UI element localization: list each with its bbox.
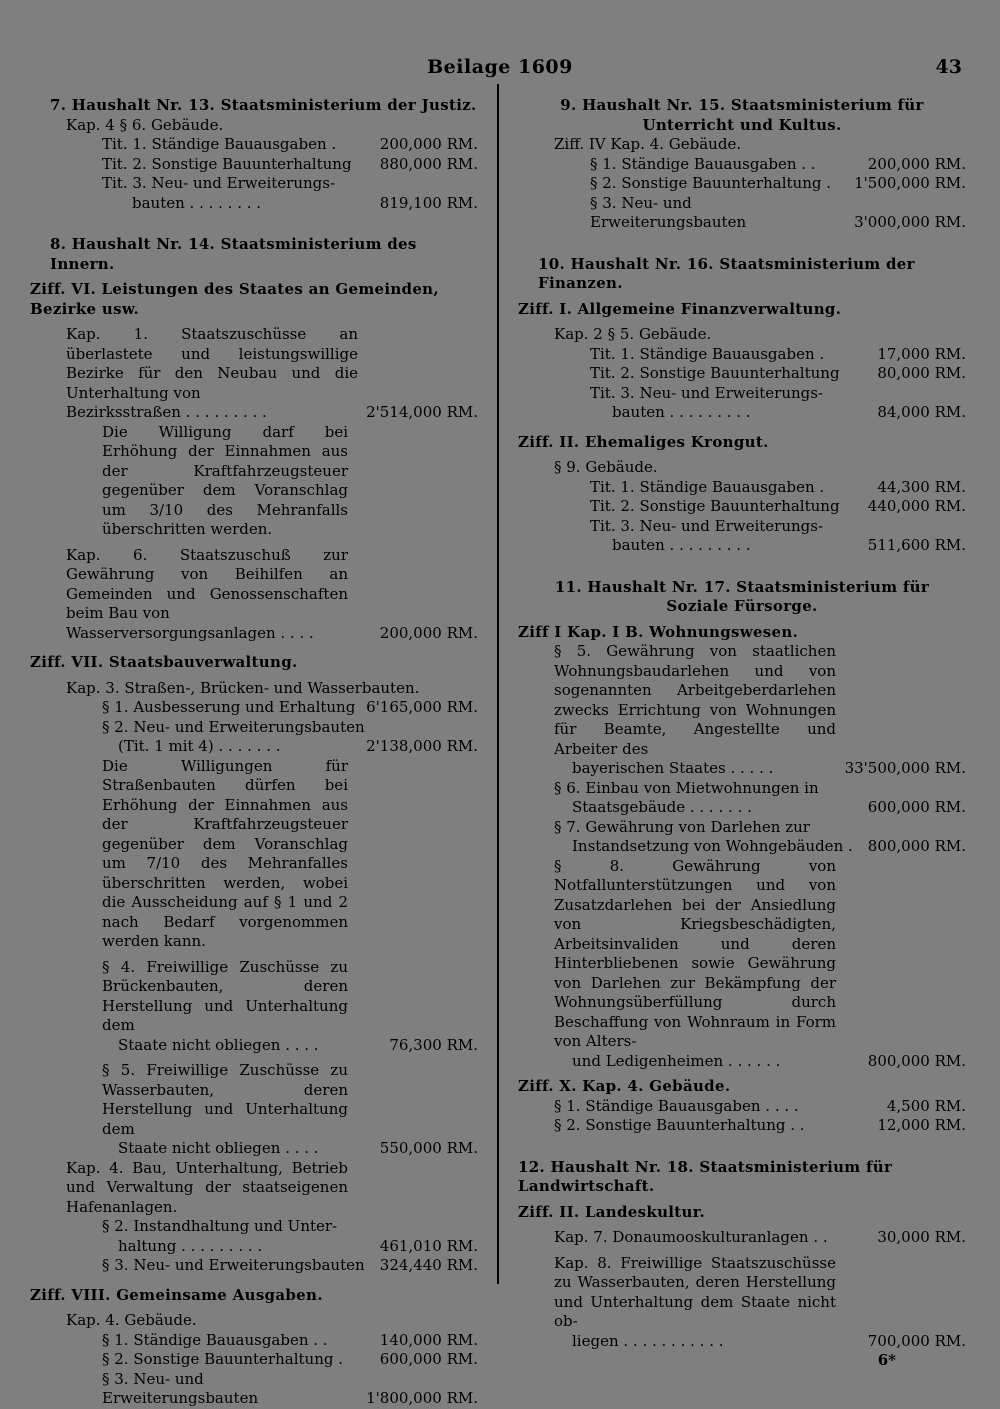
section-title: 8. Haushalt Nr. 14. Staatsministerium des Innern.: [50, 235, 417, 273]
ziffer-heading: Ziff. IV Kap. 4. Gebäude.: [554, 135, 742, 153]
budget-line: [30, 1237, 478, 1257]
budget-line: [30, 1370, 478, 1409]
line-value: 200,000 RM.: [867, 154, 966, 173]
ziffer-heading: Ziff. VIII. Gemeinsame Ausgaben.: [30, 1285, 323, 1304]
budget-line: [30, 1139, 478, 1159]
line-label: § 2. Sonstige Bauunterhaltung .: [102, 1350, 343, 1368]
line-label: Tit. 3. Neu- und Erweiterungs-: [590, 516, 824, 535]
line-label: § 1. Ständige Bauausgaben . .: [590, 154, 816, 173]
section-title: 10. Haushalt Nr. 16. Staatsministerium der Finanzen.: [538, 254, 915, 292]
paragraph-text: § 5. Freiwillige Zuschüsse zu Wasserbauten, deren Herstellung und Unterhaltung dem: [102, 1061, 348, 1138]
budget-line: [518, 1332, 966, 1352]
budget-line: [518, 798, 966, 818]
budget-line: [30, 1331, 478, 1351]
line-value: 324,440 RM.: [379, 1256, 478, 1274]
section-title: 12. Haushalt Nr. 18. Staatsministerium für Landwirtschaft.: [518, 1157, 893, 1195]
column-divider: [497, 84, 499, 1284]
line-value: 600,000 RM.: [379, 1350, 478, 1368]
paragraph-heading: § 9. Gebäude.: [554, 458, 658, 476]
kap-heading: Kap. 2 § 5. Gebäude.: [554, 325, 712, 343]
line-value: 33'500,000 RM.: [844, 759, 966, 777]
section-8: [30, 235, 478, 1409]
section-10: [518, 255, 966, 556]
kap-text: Kap. 8. Freiwillige Staatszuschüsse zu Wasserbauten, deren Herstellung und Unterhaltung dem Staate nicht ob-: [554, 1253, 836, 1330]
line-value: 1'800,000 RM.: [366, 1389, 478, 1407]
ziffer-heading: Ziff. VI. Leistungen des Staates an Gemeinden, Bezirke usw.: [30, 280, 439, 318]
line-label: § 2. Instandhaltung und Unter-: [102, 1217, 338, 1235]
line-value: 44,300 RM.: [877, 477, 966, 496]
section-11: [518, 578, 966, 1136]
paragraph-text: § 5. Gewährung von staatlichen Wohnungsbaudarlehen und von sogenannten Arbeitgeberdarlehen zwecks Errichtung von Wohnungen für Beamte, Angestellte und Arbeiter des: [554, 642, 836, 758]
section-title: 11. Haushalt Nr. 17. Staatsministerium für Soziale Fürsorge.: [554, 577, 930, 615]
budget-line: [518, 1228, 966, 1248]
budget-line: [518, 497, 966, 517]
line-label: Tit. 2. Sonstige Bauunterhaltung: [590, 497, 840, 515]
ziffer-heading: Ziff. VII. Staatsbauverwaltung.: [30, 653, 298, 671]
line-label: Tit. 1. Ständige Bauausgaben .: [590, 477, 825, 496]
line-value: 4,500 RM.: [886, 1096, 966, 1115]
line-label: Wasserversorgungsanlagen . . . .: [66, 623, 314, 642]
line-value: 140,000 RM.: [379, 1330, 478, 1349]
line-label: Tit. 1. Ständige Bauausgaben .: [590, 344, 825, 363]
line-label: § 2. Neu- und Erweiterungsbauten: [102, 717, 365, 736]
line-label: bauten . . . . . . . . .: [612, 536, 751, 554]
kap-text: Kap. 4. Bau, Unterhaltung, Betrieb und Verwaltung der staatseigenen Hafenanlagen.: [66, 1158, 348, 1216]
budget-line: [518, 155, 966, 175]
line-label: Tit. 3. Neu- und Erweiterungs-: [102, 174, 336, 192]
budget-line: [30, 135, 478, 155]
budget-line: [518, 194, 966, 233]
budget-line: [518, 345, 966, 365]
line-label: § 1. Ständige Bauausgaben . .: [102, 1330, 328, 1349]
signature-mark: 6*: [877, 1351, 896, 1369]
page-title: Beilage 1609: [427, 56, 573, 78]
section-7: [30, 96, 478, 213]
left-column: [30, 96, 478, 1409]
budget-line: [518, 759, 966, 779]
line-value: 440,000 RM.: [867, 497, 966, 515]
line-label: § 1. Ausbesserung und Erhaltung: [102, 698, 356, 716]
line-value: 1'500,000 RM.: [854, 174, 966, 192]
line-value: 700,000 RM.: [867, 1331, 966, 1350]
budget-line: [30, 194, 478, 214]
budget-line: [30, 1036, 478, 1056]
line-label: Tit. 2. Sonstige Bauunterhaltung: [590, 364, 840, 382]
line-label: bauten . . . . . . . .: [132, 193, 262, 212]
ziffer-heading: Ziff I Kap. I B. Wohnungswesen.: [518, 622, 799, 641]
line-label: Tit. 2. Sonstige Bauunterhaltung: [102, 154, 352, 173]
line-label: Kap. 7. Donaumooskulturanlagen . .: [554, 1228, 828, 1246]
budget-line: [518, 837, 966, 857]
ziffer-heading: Ziff. II. Landeskultur.: [518, 1202, 706, 1221]
line-label: § 2. Sonstige Bauunterhaltung . .: [554, 1116, 805, 1134]
line-value: 819,100 RM.: [379, 193, 478, 212]
line-value: 880,000 RM.: [379, 154, 478, 173]
line-label: § 3. Neu- und Erweiterungsbauten: [102, 1369, 259, 1407]
line-label: § 3. Neu- und Erweiterungsbauten: [102, 1256, 365, 1274]
line-value: 3'000,000 RM.: [854, 213, 966, 231]
budget-line: [30, 1350, 478, 1370]
budget-line: [30, 698, 478, 718]
line-value: 461,010 RM.: [379, 1236, 478, 1255]
line-label: (Tit. 1 mit 4) . . . . . . .: [118, 737, 281, 755]
ziffer-heading: Ziff. X. Kap. 4. Gebäude.: [518, 1077, 731, 1095]
kap-heading: Kap. 3. Straßen-, Brücken- und Wasserbauten.: [66, 678, 420, 697]
right-column: [518, 96, 966, 1371]
line-value: 17,000 RM.: [877, 344, 966, 363]
ziffer-heading: Ziff. I. Allgemeine Finanzverwaltung.: [518, 299, 842, 318]
line-label: haltung . . . . . . . . .: [118, 1236, 263, 1255]
budget-line: [30, 624, 478, 644]
line-value: 30,000 RM.: [877, 1228, 966, 1246]
kap-heading: Kap. 4. Gebäude.: [66, 1311, 197, 1329]
budget-line: [518, 536, 966, 556]
line-label: § 2. Sonstige Bauunterhaltung .: [590, 174, 831, 192]
line-value: 200,000 RM.: [379, 135, 478, 153]
budget-line: [518, 403, 966, 423]
paragraph-text: § 7. Gewährung von Darlehen zur: [554, 817, 810, 836]
ziffer-heading: Ziff. II. Ehemaliges Krongut.: [518, 432, 769, 451]
paragraph-text: § 4. Freiwillige Zuschüsse zu Brückenbauten, deren Herstellung und Unterhaltung dem: [102, 957, 348, 1034]
line-value: 80,000 RM.: [877, 364, 966, 382]
kap-text: Kap. 6. Staatszuschuß zur Gewährung von Beihilfen an Gemeinden und Genossenschaften beim Bau von: [66, 545, 348, 622]
section-9: [518, 96, 966, 233]
line-label: bauten . . . . . . . . .: [612, 403, 751, 421]
line-value: 84,000 RM.: [877, 403, 966, 421]
line-label: Staate nicht obliegen . . . .: [118, 1139, 319, 1157]
budget-line: [518, 1097, 966, 1117]
line-label: Bezirksstraßen . . . . . . . . .: [66, 403, 267, 421]
line-label: liegen . . . . . . . . . . .: [572, 1331, 724, 1350]
section-title: 7. Haushalt Nr. 13. Staatsministerium der Justiz.: [50, 96, 477, 114]
budget-line: [518, 174, 966, 194]
page-header: [0, 56, 1000, 82]
line-label: Staatsgebäude . . . . . . .: [572, 798, 752, 816]
line-label: § 1. Ständige Bauausgaben . . . .: [554, 1096, 799, 1115]
paragraph-text: § 8. Gewährung von Notfallunterstützungen und von Zusatzdarlehen bei der Ansiedlung von Kriegsbeschädigten, Arbeitsinvaliden und deren Hinterbliebenen sowie Gewährung von Darlehen zur Bekämpfung der Wohnungsüberfüllung durch Beschaffung von Wohnraum in Form von Alters-: [554, 856, 836, 1050]
section-title: 9. Haushalt Nr. 15. Staatsministerium für Unterricht und Kultus.: [560, 96, 924, 134]
note-text: Die Willigung darf bei Erhöhung der Einnahmen aus der Kraftfahrzeugsteuer gegenüber dem Voranschlag um 3/10 des Mehranfalls überschritten werden.: [102, 422, 348, 538]
line-value: 800,000 RM.: [867, 1051, 966, 1070]
budget-line: [30, 155, 478, 175]
line-label: § 3. Neu- und Erweiterungsbauten: [590, 193, 747, 231]
paragraph-text: § 6. Einbau von Mietwohnungen in: [554, 778, 819, 797]
budget-line: [518, 1052, 966, 1072]
budget-line: [30, 1256, 478, 1276]
line-value: 600,000 RM.: [867, 798, 966, 816]
line-label: Staate nicht obliegen . . . .: [118, 1035, 319, 1054]
budget-line: [30, 737, 478, 757]
budget-line: [518, 1116, 966, 1136]
line-label: Tit. 1. Ständige Bauausgaben .: [102, 135, 337, 153]
line-value: 2'514,000 RM.: [366, 403, 478, 421]
line-value: 2'138,000 RM.: [366, 737, 478, 755]
line-label: Tit. 3. Neu- und Erweiterungs-: [590, 383, 824, 402]
line-value: 511,600 RM.: [867, 536, 966, 554]
line-value: 12,000 RM.: [877, 1116, 966, 1134]
line-value: 200,000 RM.: [379, 623, 478, 642]
line-value: 550,000 RM.: [379, 1139, 478, 1157]
budget-line: [518, 478, 966, 498]
line-label: und Ledigenheimen . . . . . .: [572, 1051, 781, 1070]
budget-line: [30, 403, 478, 423]
line-value: 76,300 RM.: [389, 1035, 478, 1054]
line-label: Instandsetzung von Wohngebäuden .: [572, 837, 853, 855]
budget-line: [518, 364, 966, 384]
section-12: [518, 1158, 966, 1371]
line-label: bayerischen Staates . . . . .: [572, 759, 774, 777]
kap-text: Kap. 1. Staatszuschüsse an überlastete und leistungswillige Bezirke für den Neubau und die Unterhaltung von: [66, 325, 358, 402]
note-text: Die Willigungen für Straßenbauten dürfen bei Erhöhung der Einnahmen aus der Kraftfahrzeugsteuer gegenüber dem Voranschlag um 7/10 des Mehranfalles überschritten werden, wobei die Ausscheidung auf § 1 und 2 nach Bedarf vorgenommen werden kann.: [102, 756, 348, 950]
kap-heading: Kap. 4 § 6. Gebäude.: [66, 115, 224, 134]
page-number: 43: [935, 56, 962, 78]
line-value: 800,000 RM.: [867, 837, 966, 855]
line-value: 6'165,000 RM.: [366, 698, 478, 716]
